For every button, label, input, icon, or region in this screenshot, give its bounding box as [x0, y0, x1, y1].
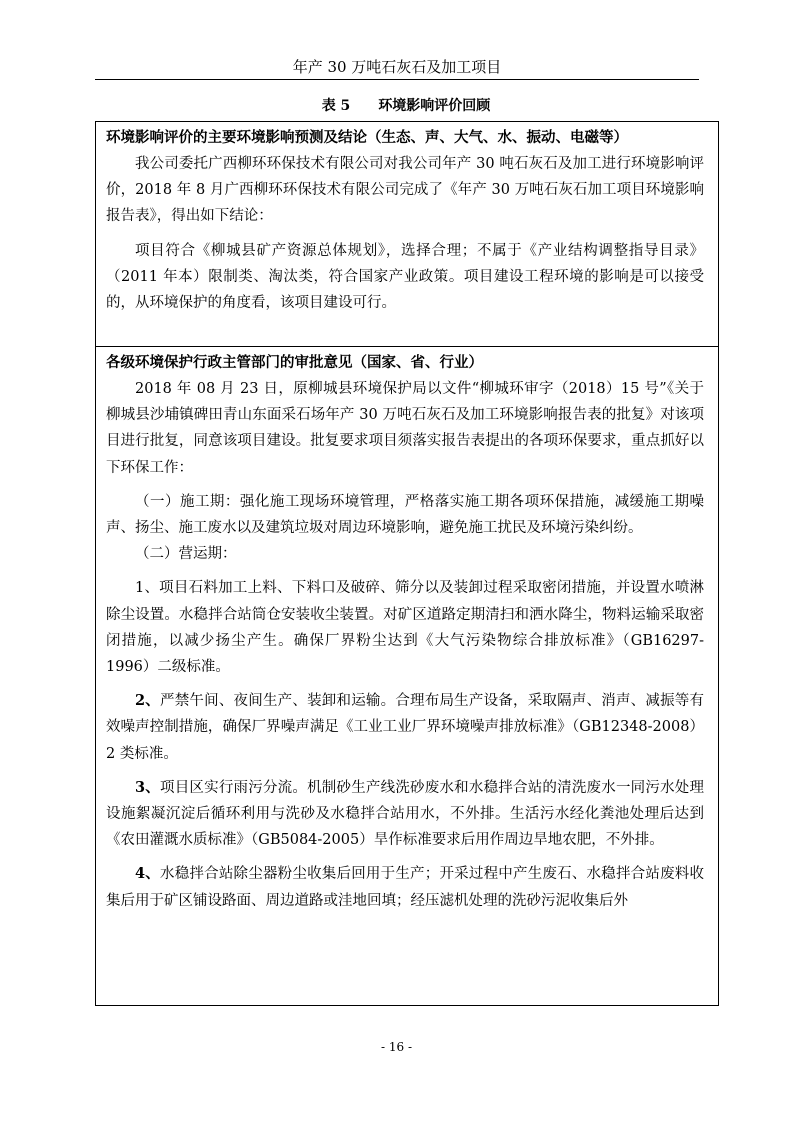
table-number: 表 5	[321, 98, 351, 114]
table-title-text: 环境影响评价回顾	[378, 98, 491, 114]
section1-title: 环境影响评价的主要环境影响预测及结论（生态、声、大气、水、振动、电磁等）	[106, 129, 628, 146]
section2-paragraph: （一）施工期：强化施工现场环境管理，严格落实施工期各项环保措施，减缓施工期噪声、扬尘、施工废水以及建筑垃圾对周边环境影响，避免施工扰民及环境污染纠纷。	[106, 493, 704, 537]
section2-paragraph: 3、项目区实行雨污分流。机制砂生产线洗砂废水和水稳拌合站的清洗废水一同污水处理设施絮凝沉淀后循环利用与洗砂及水稳拌合站用水，不外排。生活污水经化粪池处理后达到《农田灌溉水质标准》（GB5084-2005）旱作标准要求后用作周边旱地农肥，不外排。	[106, 778, 705, 849]
item-number: 2、	[135, 692, 161, 710]
section1-paragraph: 我公司委托广西柳环环保技术有限公司对我公司年产 30 吨石灰石及加工进行环境影响评价，2018 年 8 月广西柳环环保技术有限公司完成了《年产 30 万吨石灰石加工项目环境影响报告表》，得出如下结论：	[106, 156, 704, 225]
section2-paragraph: 2、严禁午间、夜间生产、装卸和运输。合理布局生产设备，采取隔声、消声、减振等有效噪声控制措施，确保厂界噪声满足《工业工业厂界环境噪声排放标准》（GB12348-2008）2 类标准。	[106, 692, 705, 762]
table-title	[95, 96, 717, 116]
section-impact-conclusions	[95, 121, 719, 347]
section2-paragraph: 1、项目石料加工上料、下料口及破碎、筛分以及装卸过程采取密闭措施，并设置水喷淋除尘设置。水稳拌合站筒仓安装收尘装置。对矿区道路定期清扫和洒水降尘，物料运输采取密闭措施，以减少扬尘产生。确保厂界粉尘达到《大气污染物综合排放标准》（GB16297-1996）二级标准。	[106, 580, 704, 676]
section1-paragraph: 项目符合《柳城县矿产资源总体规划》，选择合理；不属于《产业结构调整指导目录》（2011 年本）限制类、淘汰类，符合国家产业政策。项目建设工程环境的影响是可以接受的，从环境保护的角度看，该项目建设可行。	[106, 242, 704, 312]
page-number: - 16 -	[380, 1040, 412, 1054]
section-approval-opinions	[95, 346, 719, 1006]
section2-paragraph: （二）营运期：	[135, 546, 237, 563]
header-rule	[95, 79, 699, 80]
page-header: 年产 30 万吨石灰石及加工项目	[292, 58, 502, 76]
section2-title: 各级环境保护行政主管部门的审批意见（国家、省、行业）	[106, 354, 483, 371]
item-number: 3、	[135, 778, 161, 796]
section2-paragraph: 2018 年 08 月 23 日，原柳城县环境保护局以文件“柳城环审字（2018）15 号”《关于柳城县沙埔镇碑田青山东面采石场年产 30 万吨石灰石及加工环境影响报告表的批复》对该项目进行批复，同意该项目建设。批复要求项目须落实报告表提出的各项环保要求，重点抓好以下环保工作：	[106, 381, 704, 476]
section2-paragraph: 4、水稳拌合站除尘器粉尘收集后回用于生产；开采过程中产生废石、水稳拌合站废料收集后用于矿区铺设路面、周边道路或洼地回填；经压滤机处理的洗砂污泥收集后外	[106, 865, 705, 909]
item-number: 4、	[135, 865, 161, 883]
